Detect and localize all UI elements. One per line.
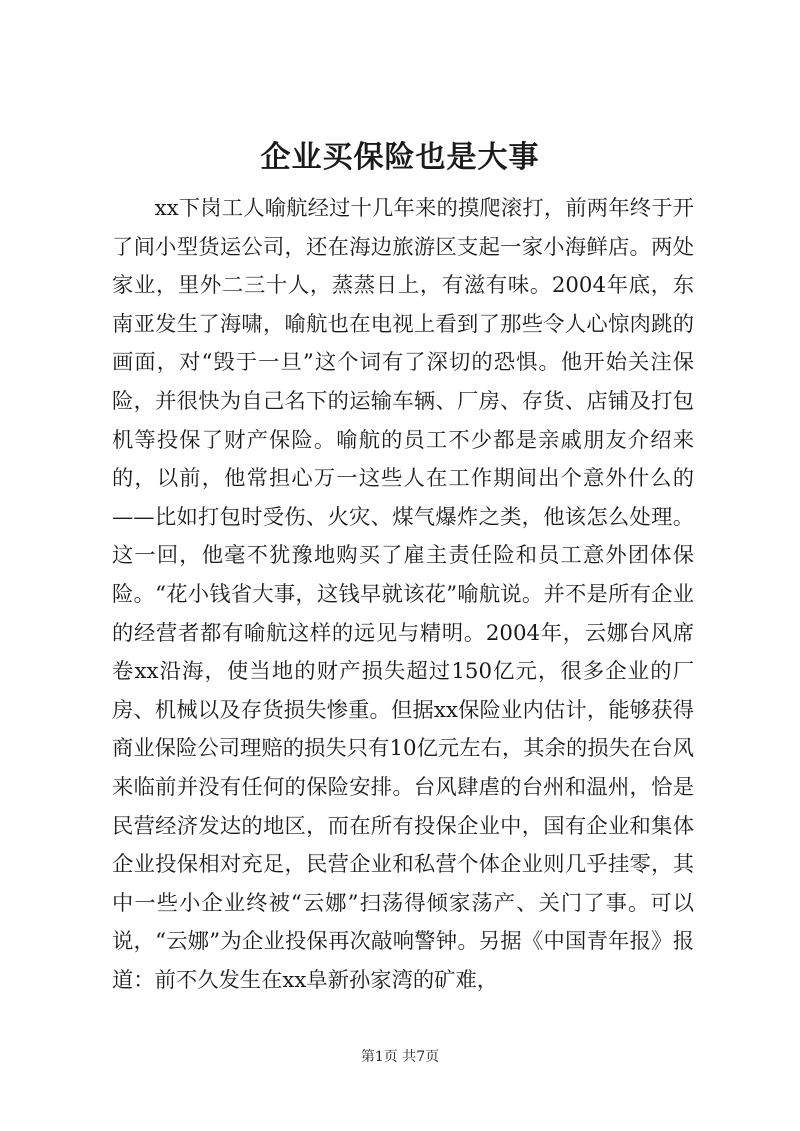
page-footer: 第1页 共7页 [360,1049,440,1065]
document-title: 企业买保险也是大事 [260,140,540,175]
body-paragraph: xx下岗工人喻航经过十几年来的摸爬滚打，前两年终于开了间小型货运公司，还在海边旅游区支起一家小海鲜店。两处家业，里外二三十人，蒸蒸日上，有滋有味。2004年底，东南亚发生了海啸，喻航也在电视上看到了那些令人心惊肉跳的画面，对“毁于一旦”这个词有了深切的恐惧。他开始关注保险，并很快为自己名下的运输车辆、厂房、存货、店铺及打包机等投保了财产保险。喻航的员工不少都是亲戚朋友介绍来的，以前，他常担心万一这些人在工作期间出个意外什么的——比如打包时受伤、火灾、煤气爆炸之类，他该怎么处理。这一回，他毫不犹豫地购买了雇主责任险和员工意外团体保险。“花小钱省大事，这钱早就该花”喻航说。并不是所有企业的经营者都有喻航这样的远见与精明。2004年，云娜台风席卷xx沿海，使当地的财产损失超过150亿元，很多企业的厂房、机械以及存货损失惨重。但据xx保险业内估计，能够获得商业保险公司理赔的损失只有10亿元左右，其余的损失在台风来临前并没有任何的保险安排。台风肆虐的台州和温州，恰是民营经济发达的地区，而在所有投保企业中，国有企业和集体企业投保相对充足，民营企业和私营个体企业则几乎挂零，其中一些小企业终被“云娜”扫荡得倾家荡产、关门了事。可以说，“云娜”为企业投保再次敲响警钟。另据《中国青年报》报道：前不久发生在xx阜新孙家湾的矿难， [112,196,694,993]
